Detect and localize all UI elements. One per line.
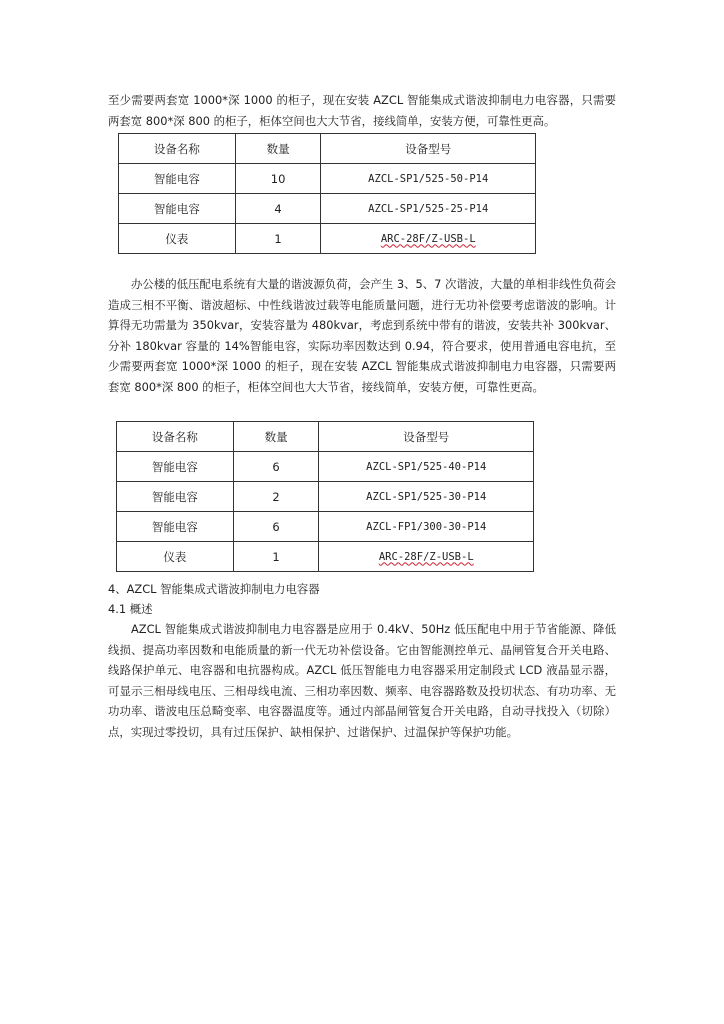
intro-paragraph: 至少需要两套宽 1000*深 1000 的柜子，现在安装 AZCL 智能集成式谐波抑制电力电容器，只需要两套宽 800*深 800 的柜子，柜体空间也大大节省，接线简单，安装方便，可靠性更高。 <box>108 93 616 128</box>
table-row <box>117 482 534 512</box>
overview-paragraph: AZCL 智能集成式谐波抑制电力电容器是应用于 0.4kV、50Hz 低压配电中用于节省能源、降低线损、提高功率因数和电能质量的新一代无功补偿设备。它由智能测控单元、晶闸管复合开关电路、线路保护单元、电容器和电抗器构成。AZCL 低压智能电力电容器采用定制段式 LCD 液晶显示器，可显示三相母线电压、三相母线电流、三相功率因数、频率、电容器路数及投切状态、有功功率、无功功率、谐波电压总畸变率、电容器温度等。通过内部晶闸管复合开关电路，自动寻找投入（切除）点，实现过零投切，具有过压保护、缺相保护、过谐保护、过温保护等保护功能。 <box>108 622 616 739</box>
table-header-row <box>117 422 534 452</box>
subsection-heading: 4.1 概述 <box>108 602 153 616</box>
header-quantity: 数量 <box>235 134 321 164</box>
quantity-cell: 4 <box>235 194 321 224</box>
office-paragraph: 办公楼的低压配电系统有大量的谐波源负荷，会产生 3、5、7 次谐波，大量的单相非线性负荷会造成三相不平衡、谐波超标、中性线谐波过载等电能质量问题，进行无功补偿要考虑谐波的影响。计算得无功需量为 350kvar，安装容量为 480kvar，考虑到系统中带有的谐波，安装共补 300kvar、分补 180kvar 容量的 14%智能电容，实际功率因数达到 0.94，符合要求，使用普通电容电抗，至少需要两套宽 1000*深 1000 的柜子，现在安装 AZCL 智能集成式谐波抑制电力电容器，只需要两套宽 800*深 800 的柜子，柜体空间也大大节省，接线简单，安装方便，可靠性更高。 <box>108 277 616 394</box>
table-row <box>117 542 534 572</box>
model-cell: AZCL-SP1/525-50-P14 <box>321 164 536 194</box>
model-cell: AZCL-SP1/525-25-P14 <box>321 194 536 224</box>
quantity-cell: 2 <box>233 482 319 512</box>
table-row <box>117 452 534 482</box>
table-row <box>119 224 536 254</box>
table-row <box>119 194 536 224</box>
model-cell: AZCL-SP1/525-40-P14 <box>319 452 534 482</box>
table-row <box>119 164 536 194</box>
device-name-cell: 智能电容 <box>119 164 236 194</box>
device-name-cell: 智能电容 <box>117 512 234 542</box>
model-text: ARC-28F/Z-USB-L <box>378 550 474 563</box>
header-device-model: 设备型号 <box>319 422 534 452</box>
device-name-cell: 智能电容 <box>117 482 234 512</box>
quantity-cell: 1 <box>235 224 321 254</box>
quantity-cell: 6 <box>233 512 319 542</box>
header-device-name: 设备名称 <box>119 134 236 164</box>
table-row <box>117 512 534 542</box>
model-cell <box>319 542 534 572</box>
device-name-cell: 仪表 <box>119 224 236 254</box>
device-name-cell: 仪表 <box>117 542 234 572</box>
equipment-table-2 <box>116 421 534 572</box>
quantity-cell: 1 <box>233 542 319 572</box>
header-device-name: 设备名称 <box>117 422 234 452</box>
quantity-cell: 6 <box>233 452 319 482</box>
section-heading: 4、AZCL 智能集成式谐波抑制电力电容器 <box>108 582 320 596</box>
model-cell: AZCL-SP1/525-30-P14 <box>319 482 534 512</box>
model-cell: AZCL-FP1/300-30-P14 <box>319 512 534 542</box>
header-quantity: 数量 <box>233 422 319 452</box>
quantity-cell: 10 <box>235 164 321 194</box>
model-text: ARC-28F/Z-USB-L <box>380 232 476 245</box>
header-device-model: 设备型号 <box>321 134 536 164</box>
device-name-cell: 智能电容 <box>119 194 236 224</box>
equipment-table-1 <box>118 133 536 254</box>
table-header-row <box>119 134 536 164</box>
device-name-cell: 智能电容 <box>117 452 234 482</box>
model-cell <box>321 224 536 254</box>
